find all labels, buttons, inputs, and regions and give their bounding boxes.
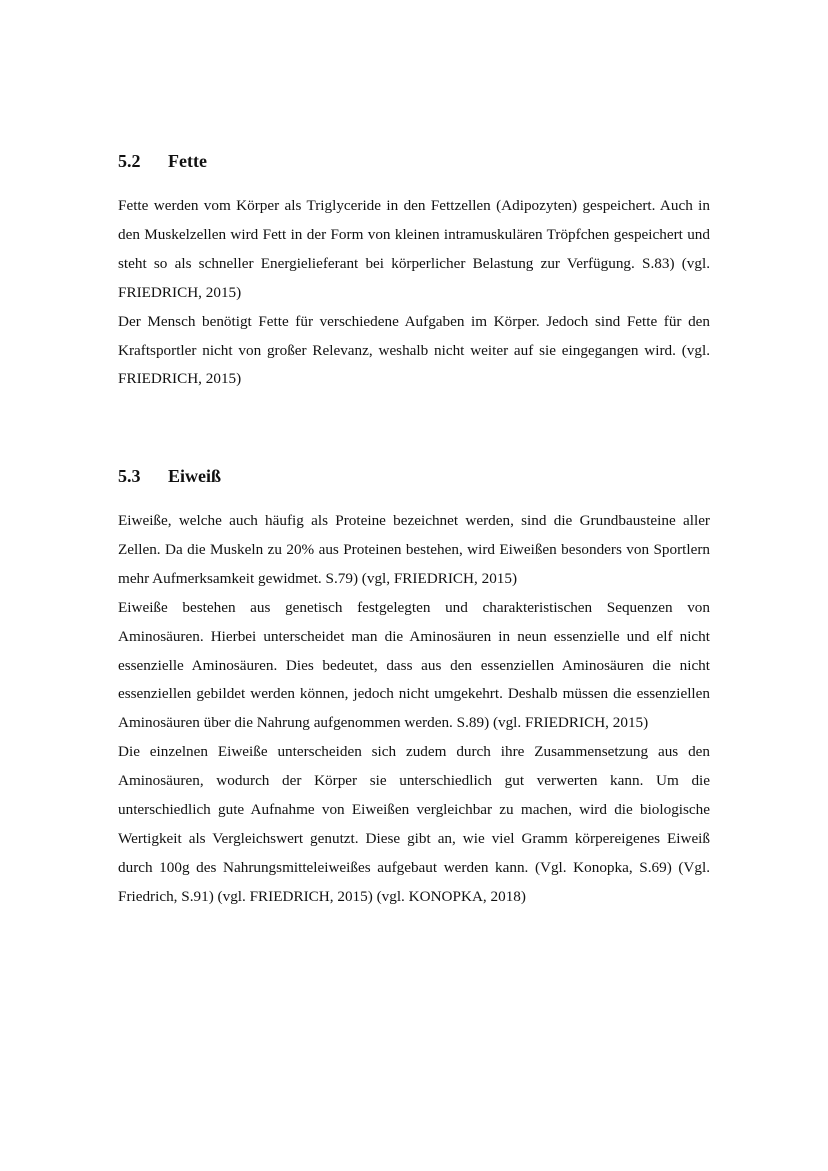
- section-body: [118, 192, 710, 394]
- paragraph: Der Mensch benötigt Fette für verschiedene Aufgaben im Körper. Jedoch sind Fette für den Kraftsportler nicht von großer Relevanz, weshalb nicht weiter auf sie eingegangen wird. (vgl. FRIEDRICH, 2015): [118, 312, 710, 388]
- paragraph: Eiweiße, welche auch häufig als Proteine bezeichnet werden, sind die Grundbausteine aller Zellen. Da die Muskeln zu 20% aus Proteinen bestehen, wird Eiweißen besonders von Sportlern mehr Aufmerksamkeit gewidmet. S.79) (vgl, FRIEDRICH, 2015): [118, 512, 710, 587]
- section-eiweiss: [118, 465, 710, 912]
- section-number: 5.2: [118, 151, 141, 171]
- paragraph: Die einzelnen Eiweiße unterscheiden sich zudem durch ihre Zusammensetzung aus den Aminosäuren, wodurch der Körper sie unterschiedlich gut verwerten kann. Um die unterschiedlich gute Aufnahme von Eiweißen vergleichbar zu machen, wird die biologische Wertigkeit als Vergleichswert genutzt. Diese gibt an, wie viel Gramm körpereigenes Eiweiß durch 100g des Nahrungsmitteleiweißes aufgebaut werden kann. (Vgl. Konopka, S.69) (Vgl. Friedrich, S.91) (vgl. FRIEDRICH, 2015) (vgl. KONOPKA, 2018): [118, 743, 710, 905]
- section-fette: [118, 150, 710, 394]
- paragraph: Eiweiße bestehen aus genetisch festgelegten und charakteristischen Sequenzen von Aminosäuren. Hierbei unterscheidet man die Aminosäuren in neun essenzielle und elf nicht essenzielle Aminosäuren. Dies bedeutet, dass aus den essenziellen Aminosäuren die nicht essenziellen gebildet werden können, jedoch nicht umgekehrt. Deshalb müssen die essenziellen Aminosäuren über die Nahrung aufgenommen werden. S.89) (vgl. FRIEDRICH, 2015): [118, 598, 710, 732]
- section-number: 5.3: [118, 466, 141, 486]
- paragraph: Fette werden vom Körper als Triglyceride in den Fettzellen (Adipozyten) gespeichert. Auch in den Muskelzellen wird Fett in der Form von kleinen intramuskulären Tröpfchen gespeichert und steht so als schneller Energielieferant bei körperlicher Belastung zur Verfügung. S.83) (vgl. FRIEDRICH, 2015): [118, 197, 710, 301]
- section-title: Fette: [168, 151, 207, 171]
- section-heading: [118, 465, 710, 487]
- section-body: [118, 507, 710, 912]
- section-heading: [118, 150, 710, 172]
- section-title: Eiweiß: [168, 466, 222, 486]
